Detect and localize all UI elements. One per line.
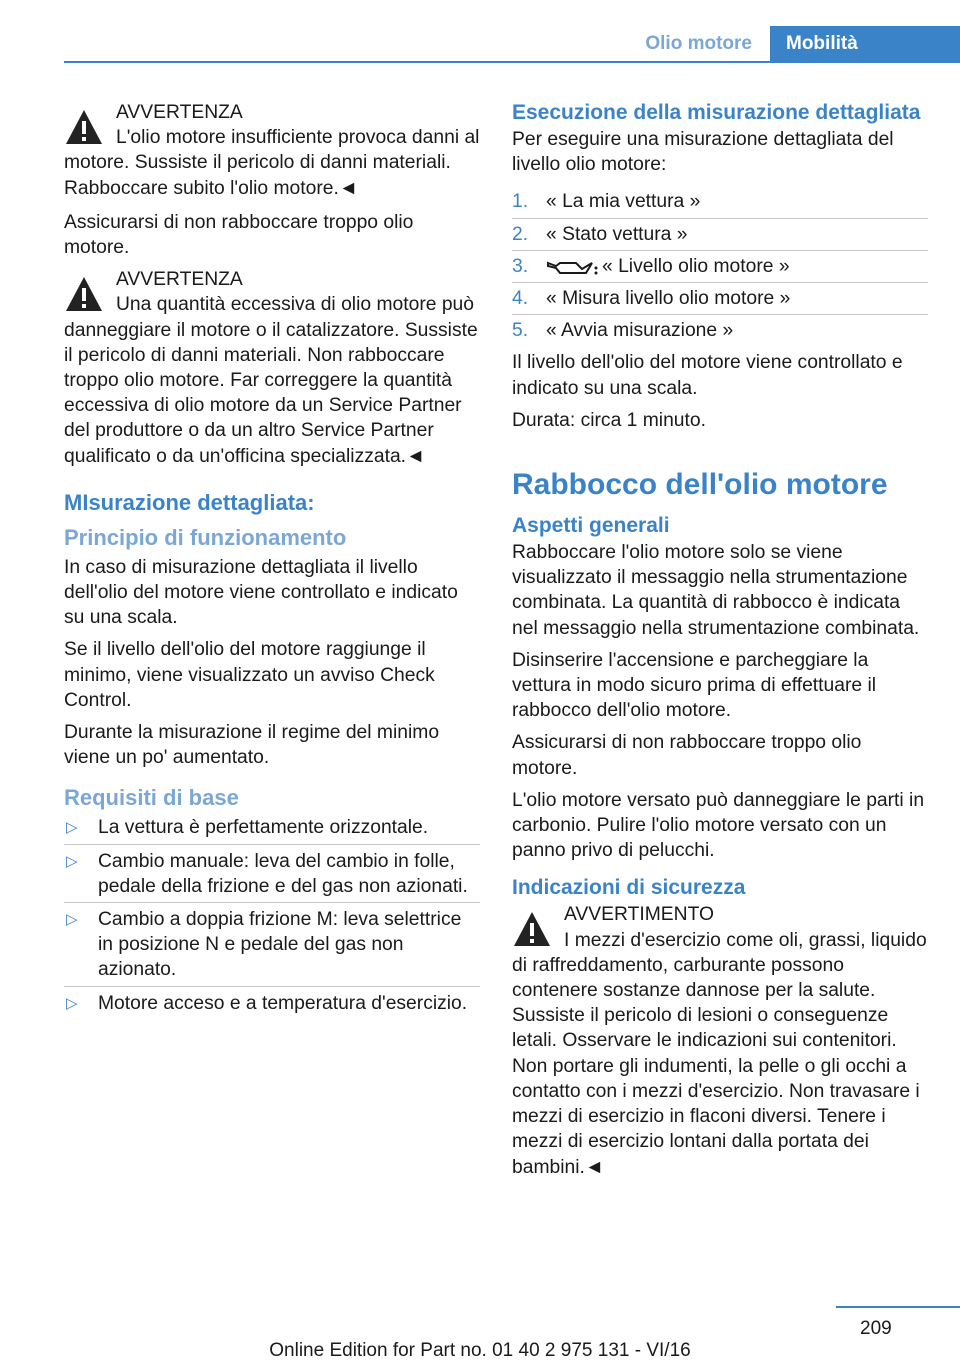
warning-box [64, 100, 480, 201]
list-item [64, 849, 480, 899]
chapter-heading: Rabbocco dell'olio motore [512, 468, 888, 502]
step-item [512, 318, 928, 343]
step-text: « Stato vettura » [546, 223, 688, 245]
requirements-list [64, 815, 480, 1015]
list-item [64, 815, 480, 840]
warning-text: L'olio motore insufficiente provoca danni al motore. Sussiste il pericolo di danni materiali. Rabboccare subito l'olio motore.◄ [64, 127, 480, 199]
right-column [512, 100, 928, 1189]
left-column [64, 100, 480, 1024]
paragraph: In caso di misurazione dettagliata il livello dell'olio del motore viene controllato e indicato su una scala. [64, 556, 458, 629]
header-rule [64, 61, 960, 63]
triangle-bullet-icon: ▷ [66, 994, 78, 1012]
list-item-text: Cambio a doppia frizione M: leva selettrice in posizione N e pedale del gas non azionato. [98, 909, 462, 981]
step-item [512, 222, 928, 247]
subsection-heading: Principio di funzionamento [64, 524, 347, 550]
subsection-heading: Requisiti di base [64, 785, 239, 811]
triangle-bullet-icon: ▷ [66, 852, 78, 870]
steps-list [512, 189, 928, 343]
triangle-bullet-icon: ▷ [66, 819, 78, 837]
list-item-text: Cambio manuale: leva del cambio in folle, pedale della frizione e del gas non azionati. [98, 850, 468, 897]
page-number: 209 [860, 1318, 892, 1339]
paragraph: Il livello dell'olio del motore viene controllato e indicato su una scala. [512, 352, 903, 399]
list-item [64, 907, 480, 983]
step-item [512, 254, 928, 279]
warning-box [64, 267, 480, 469]
step-text: « La mia vettura » [546, 191, 701, 213]
paragraph: Per eseguire una misurazione dettagliata del livello olio motore: [512, 129, 894, 176]
triangle-bullet-icon: ▷ [66, 911, 78, 929]
subsection-heading: Esecuzione della misurazione dettagliata [512, 101, 921, 124]
warning-title: AVVERTENZA [116, 269, 243, 291]
step-text: « Avvia misurazione » [546, 320, 734, 342]
list-item [64, 991, 480, 1016]
warning-icon [512, 910, 552, 948]
paragraph: Rabboccare l'olio motore solo se viene visualizzato il messaggio nella strumentazione combinata. La quantità di rabbocco è indicata nel messaggio nella strumentazione combinata. [512, 542, 920, 639]
step-number: 1. [512, 191, 529, 213]
paragraph: Durata: circa 1 minuto. [512, 409, 706, 431]
step-number: 2. [512, 223, 529, 245]
paragraph: Disinserire l'accensione e parcheggiare la vettura in modo sicuro prima di effettuare il rabbocco dell'olio motore. [512, 649, 877, 722]
paragraph: Durante la misurazione il regime del minimo viene un po' aumentato. [64, 722, 440, 769]
edition-footer: Online Edition for Part no. 01 40 2 975 131 - VI/16 [269, 1340, 691, 1361]
list-item-text: Motore acceso e a temperatura d'esercizio. [98, 992, 468, 1014]
chapter-tab: Mobilità [770, 26, 960, 62]
warning-icon [64, 108, 104, 146]
paragraph: L'olio motore versato può danneggiare le parti in carbonio. Pulire l'olio motore versato con un panno privo di pelucchi. [512, 789, 925, 862]
warning-title: AVVERTIMENTO [564, 904, 714, 926]
warning-icon [64, 275, 104, 313]
warning-text: Una quantità eccessiva di olio motore può danneggiare il motore o il catalizzatore. Sussiste il pericolo di danni materiali. Non rabboccare troppo olio motore. Far correggere la quantità eccessiva di olio motore da un Service Partner del produttore o da un altro Service Partner qualificato o da un'officina specializzata.◄ [64, 294, 478, 467]
step-item [512, 286, 928, 311]
section-title: Olio motore [645, 33, 752, 54]
step-number: 5. [512, 320, 529, 342]
step-number: 3. [512, 255, 529, 277]
step-number: 4. [512, 288, 529, 310]
subsection-heading: Aspetti generali [512, 514, 670, 538]
step-text: « Misura livello olio motore » [546, 288, 791, 310]
footer-rule [836, 1306, 960, 1308]
paragraph: Se il livello dell'olio del motore raggiunge il minimo, viene visualizzato un avviso Check Control. [64, 639, 435, 711]
subsection-heading: Indicazioni di sicurezza [512, 876, 746, 900]
section-heading: MIsurazione dettagliata: [64, 489, 315, 515]
warning-text: I mezzi d'esercizio come oli, grassi, liquido di raffreddamento, carburante possono contenere sostanze dannose per la salute. Sussiste il pericolo di lesioni o conseguenze letali. Osservare le indicazioni sui contenitori. Non portare gli indumenti, la pelle o gli occhi a contatto con i mezzi d'esercizio. Non travasare i mezzi di esercizio in flaconi diversi. Tenere i mezzi di esercizio lontani dalla portata dei bambini.◄ [512, 929, 927, 1178]
oil-can-icon [546, 257, 598, 277]
page-header [627, 26, 960, 62]
list-item-text: La vettura è perfettamente orizzontale. [98, 817, 429, 839]
paragraph: Assicurarsi di non rabboccare troppo olio motore. [64, 211, 414, 259]
warning-title: AVVERTENZA [116, 102, 243, 123]
paragraph: Assicurarsi di non rabboccare troppo olio motore. [512, 732, 862, 779]
step-item [512, 189, 928, 214]
warning-box [512, 902, 928, 1179]
step-text: « Livello olio motore » [602, 255, 790, 277]
